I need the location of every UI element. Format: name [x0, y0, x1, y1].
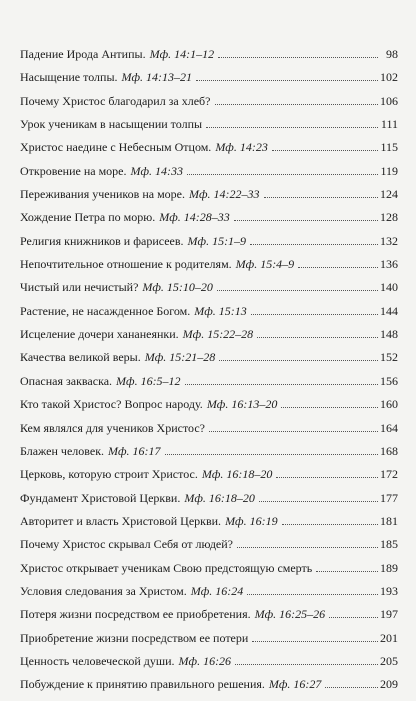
- toc-entry-title: [20, 584, 245, 598]
- toc-dot-leader: [247, 594, 378, 595]
- toc-page-number: 136: [380, 257, 398, 272]
- toc-entry-title-text: Качества великой веры.: [20, 350, 141, 365]
- toc-entry-title-text: Условия следования за Христом.: [20, 583, 187, 598]
- toc-page-number: 111: [380, 117, 398, 132]
- toc-entry-title: [20, 467, 274, 481]
- toc-entry-title-text: Исцеление дочери хананеянки.: [20, 327, 179, 342]
- toc-entry: [20, 257, 398, 280]
- toc-entry-title-text: Почему Христос скрывал Себя от людей?: [20, 537, 233, 552]
- toc-entry-title-text: Опасная закваска.: [20, 373, 113, 388]
- toc-entry: [20, 70, 398, 93]
- toc-entry-title: [20, 70, 194, 84]
- toc-page-number: 168: [380, 443, 398, 458]
- toc-dot-leader: [219, 360, 378, 361]
- toc-entry-reference: Мф. 16:5–12: [116, 373, 181, 388]
- toc-entry-title: [20, 421, 207, 435]
- toc-entry-title-text: Авторитет и власть Христовой Церкви.: [20, 513, 222, 528]
- toc-page-number: 132: [380, 233, 398, 248]
- toc-page-number: 164: [380, 420, 398, 435]
- toc-entry-title: [20, 654, 233, 668]
- toc-entry: [20, 491, 398, 514]
- toc-entry-title: [20, 327, 255, 341]
- toc-entry-title: [20, 257, 296, 271]
- toc-dot-leader: [298, 267, 378, 268]
- toc-dot-leader: [234, 220, 378, 221]
- toc-entry-title: [20, 47, 216, 61]
- toc-entry-reference: Мф. 16:25–26: [254, 607, 326, 622]
- toc-page-number: 156: [380, 373, 398, 388]
- toc-entry-title: [20, 94, 213, 108]
- toc-page-number: 102: [380, 70, 398, 85]
- toc-dot-leader: [272, 150, 378, 151]
- toc-entry: [20, 304, 398, 327]
- toc-entry-reference: Мф. 16:27: [268, 677, 322, 692]
- toc-entry-title: [20, 537, 235, 551]
- toc-entry-title-text: Растение, не насажденное Богом.: [20, 303, 191, 318]
- toc-entry: [20, 537, 398, 560]
- toc-entry: [20, 561, 398, 584]
- toc-entry-reference: Мф. 14:23: [215, 140, 268, 155]
- toc-entry: [20, 280, 398, 303]
- toc-dot-leader: [217, 290, 378, 291]
- toc-entry-title: [20, 397, 279, 411]
- toc-entry-title: [20, 210, 232, 224]
- toc-dot-leader: [206, 127, 378, 128]
- toc-dot-leader: [209, 431, 378, 432]
- toc-entry-title-text: Кто такой Христос? Вопрос народу.: [20, 397, 203, 412]
- toc-dot-leader: [250, 244, 378, 245]
- toc-dot-leader: [259, 501, 378, 502]
- toc-dot-leader: [252, 641, 378, 642]
- toc-entry-title-text: Христос наедине с Небесным Отцом.: [20, 140, 212, 155]
- toc-page-number: 144: [380, 303, 398, 318]
- toc-entry-title-text: Урок ученикам в насыщении толпы: [20, 117, 203, 132]
- toc-entry-title: [20, 561, 314, 575]
- toc-entry-reference: Мф. 14:28–33: [159, 210, 230, 225]
- toc-dot-leader: [281, 407, 378, 408]
- toc-entry: [20, 607, 398, 630]
- toc-entry-title: [20, 140, 270, 154]
- toc-dot-leader: [329, 617, 378, 618]
- toc-dot-leader: [264, 197, 378, 198]
- toc-dot-leader: [325, 687, 378, 688]
- toc-page-number: 119: [380, 163, 398, 178]
- toc-entry-reference: Мф. 16:13–20: [206, 397, 278, 412]
- toc-entry-title-text: Переживания учеников на море.: [20, 187, 185, 202]
- toc-entry: [20, 374, 398, 397]
- toc-dot-leader: [196, 80, 378, 81]
- toc-entry-title-text: Приобретение жизни посредством ее потери: [20, 630, 249, 645]
- toc-entry: [20, 444, 398, 467]
- toc-dot-leader: [257, 337, 378, 338]
- toc-page-number: 177: [380, 490, 398, 505]
- toc-entry-title: [20, 280, 215, 294]
- toc-entry-reference: Мф. 16:24: [190, 583, 244, 598]
- toc-entry-reference: Мф. 15:10–20: [142, 280, 213, 295]
- toc-page-number: 115: [380, 140, 398, 155]
- toc-entry: [20, 327, 398, 350]
- toc-dot-leader: [251, 314, 378, 315]
- toc-entry: [20, 47, 398, 70]
- toc-entry-reference: Мф. 16:19: [225, 513, 278, 528]
- toc-entry: [20, 234, 398, 257]
- toc-entry: [20, 350, 398, 373]
- toc-entry-title: [20, 444, 163, 458]
- toc-dot-leader: [218, 57, 378, 58]
- toc-entry-title: [20, 607, 327, 621]
- toc-dot-leader: [235, 664, 378, 665]
- toc-entry: [20, 584, 398, 607]
- toc-dot-leader: [187, 174, 378, 175]
- toc-entry-title-text: Непочтительное отношение к родителям.: [20, 257, 232, 272]
- toc-entry: [20, 467, 398, 490]
- toc-dot-leader: [165, 454, 378, 455]
- toc-entry-title-text: Кем являлся для учеников Христос?: [20, 420, 205, 435]
- toc-entry: [20, 164, 398, 187]
- toc-dot-leader: [276, 477, 378, 478]
- toc-entry-title: [20, 187, 262, 201]
- toc-entry-title-text: Хождение Петра по морю.: [20, 210, 156, 225]
- toc-page-number: 201: [380, 630, 398, 645]
- toc-entry-title: [20, 234, 248, 248]
- toc-entry-reference: Мф. 16:18–20: [184, 490, 255, 505]
- toc-entry: [20, 140, 398, 163]
- toc-page-number: 124: [380, 187, 398, 202]
- toc-page-number: 197: [380, 607, 398, 622]
- toc-page-number: 181: [380, 513, 398, 528]
- toc-page-number: 148: [380, 327, 398, 342]
- toc-entry-title: [20, 164, 185, 178]
- toc-entry-title: [20, 677, 323, 691]
- toc-page-number: 152: [380, 350, 398, 365]
- toc-entry: [20, 631, 398, 654]
- toc-entry-reference: Мф. 14:33: [130, 163, 184, 178]
- toc-entry-title-text: Побуждение к принятию правильного решения.: [20, 677, 265, 692]
- toc-entry-reference: Мф. 14:22–33: [189, 187, 260, 202]
- toc-page-number: 185: [380, 537, 398, 552]
- toc-entry-reference: Мф. 16:17: [108, 443, 161, 458]
- toc-entry-title-text: Христос открывает ученикам Свою предстоящую смерть: [20, 560, 313, 575]
- toc-entry: [20, 421, 398, 444]
- toc-entry-reference: Мф. 15:13: [194, 303, 247, 318]
- toc-page-number: 160: [380, 397, 398, 412]
- toc-entry-reference: Мф. 15:21–28: [144, 350, 216, 365]
- toc-page-number: 140: [380, 280, 398, 295]
- toc-entry-title-text: Церковь, которую строит Христос.: [20, 467, 198, 482]
- toc-dot-leader: [215, 104, 379, 105]
- toc-dot-leader: [237, 547, 378, 548]
- toc-entry-reference: Мф. 14:13–21: [121, 70, 193, 85]
- toc-page-number: 172: [380, 467, 398, 482]
- toc-dot-leader: [185, 384, 378, 385]
- toc-entry-title-text: Ценность человеческой души.: [20, 653, 175, 668]
- toc-page-number: 106: [380, 93, 398, 108]
- toc-entry-title-text: Насыщение толпы.: [20, 70, 118, 85]
- toc-entry: [20, 397, 398, 420]
- toc-entry: [20, 514, 398, 537]
- toc-entry: [20, 187, 398, 210]
- toc-entry-reference: Мф. 15:1–9: [187, 233, 247, 248]
- toc-entry-title: [20, 117, 204, 131]
- toc-entry-title: [20, 374, 183, 388]
- toc-entry: [20, 210, 398, 233]
- toc-entry: [20, 94, 398, 117]
- toc-entry-title-text: Блажен человек.: [20, 443, 105, 458]
- toc-entry-title-text: Почему Христос благодарил за хлеб?: [20, 93, 211, 108]
- toc-page-number: 189: [380, 560, 398, 575]
- toc-entry-title: [20, 350, 217, 364]
- toc-entry-title: [20, 514, 280, 528]
- toc-dot-leader: [316, 571, 378, 572]
- toc-page-number: 98: [386, 47, 398, 61]
- toc-entry: [20, 117, 398, 140]
- toc-page-number: 205: [380, 653, 398, 668]
- toc-entry-title-text: Падение Ирода Антипы.: [20, 47, 146, 61]
- toc-entry-title-text: Потеря жизни посредством ее приобретения.: [20, 607, 251, 622]
- toc-entry-title: [20, 631, 250, 645]
- toc-entry: [20, 677, 398, 700]
- toc-dot-leader: [282, 524, 378, 525]
- toc-entry-reference: Мф. 15:4–9: [235, 257, 295, 272]
- toc-page-number: 209: [380, 677, 398, 692]
- toc-entry-title: [20, 491, 257, 505]
- toc-entry-title-text: Откровение на море.: [20, 163, 127, 178]
- toc-entry-title-text: Фундамент Христовой Церкви.: [20, 490, 181, 505]
- toc-page-number: 128: [380, 210, 398, 225]
- toc-entry-title-text: Религия книжников и фарисеев.: [20, 233, 184, 248]
- toc-entry-reference: Мф. 14:1–12: [149, 47, 215, 61]
- toc-entry-title-text: Чистый или нечистый?: [20, 280, 139, 295]
- toc-entry: [20, 654, 398, 677]
- toc-entry-reference: Мф. 15:22–28: [182, 327, 254, 342]
- toc-page-number: 193: [380, 583, 398, 598]
- toc-entry-reference: Мф. 16:26: [178, 653, 232, 668]
- toc-entry-title: [20, 304, 249, 318]
- table-of-contents: [20, 47, 398, 701]
- toc-entry-reference: Мф. 16:18–20: [201, 467, 273, 482]
